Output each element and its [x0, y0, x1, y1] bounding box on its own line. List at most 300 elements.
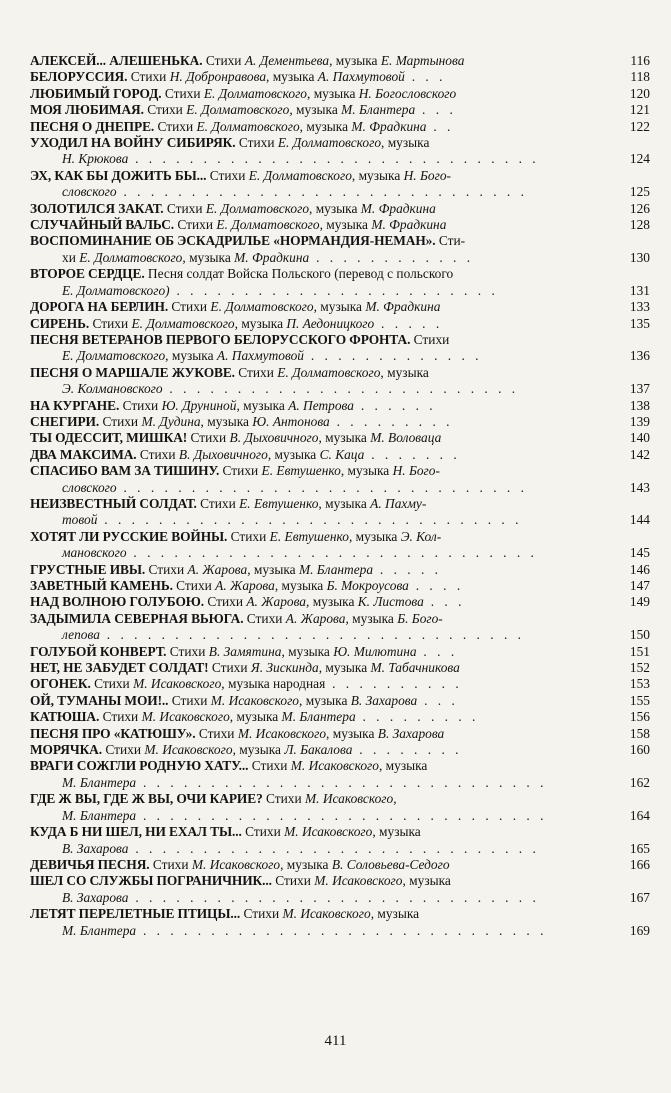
- composer-name: А. Петрова: [288, 397, 354, 413]
- credit-text: Стихи: [235, 135, 278, 151]
- toc-entry: [30, 447, 650, 463]
- song-title: ТЫ ОДЕССИТ, МИШКА!: [30, 430, 188, 446]
- toc-entry: [30, 644, 650, 660]
- toc-entry-continuation: [30, 151, 602, 167]
- song-title: ПЕСНЯ О МАРШАЛЕ ЖУКОВЕ.: [30, 364, 235, 380]
- credit-text: , музыка: [370, 906, 420, 922]
- toc-entry-text: [30, 447, 602, 463]
- credit-text: , музыка: [318, 495, 371, 511]
- dot-leader: . . . . . . . . .: [355, 709, 479, 725]
- credit-name: М. Блантера: [62, 807, 137, 823]
- composer-name: М. Фрадкина: [371, 217, 447, 233]
- page-ref: 128: [629, 217, 650, 233]
- dot-leader: . . . . . .: [353, 397, 437, 413]
- toc-entry-text: [30, 857, 602, 873]
- song-title: ОГОНЕК.: [30, 676, 91, 692]
- credit-text: , музыка: [381, 135, 430, 151]
- song-title: ГРУСТНЫЕ ИВЫ.: [30, 561, 146, 577]
- credit-name: товой: [62, 512, 98, 528]
- dot-leader: . . . .: [408, 578, 464, 593]
- toc-entry-text: [30, 644, 602, 660]
- credit-name: В. Захарова: [62, 840, 129, 856]
- toc-entry-text: [30, 69, 602, 85]
- dot-leader: . . . . . . . . . . . . . . . . . . . . . . . . . . . . . .: [116, 479, 528, 495]
- toc-entry: [30, 430, 650, 446]
- lyricist-name: Я. Зискинда: [250, 660, 319, 676]
- toc-entry: [30, 233, 650, 266]
- credit-text: Стихи: [204, 594, 247, 610]
- credit-text: , музыка: [307, 85, 359, 101]
- credit-name: М. Блантера: [62, 774, 137, 790]
- page-ref: 138: [629, 397, 650, 413]
- toc-entry: [30, 693, 650, 709]
- credit-name: Н. Крюкова: [62, 151, 129, 167]
- toc-entry: [30, 414, 650, 430]
- composer-name: М. Фрадкина: [360, 200, 436, 216]
- song-title: ЗАВЕТНЫЙ КАМЕНЬ.: [30, 578, 173, 593]
- toc-entry-text: [30, 906, 602, 939]
- song-title: КУДА Б НИ ШЕЛ, НИ ЕХАЛ ТЫ...: [30, 824, 242, 840]
- lyricist-name: М. Исаковского: [237, 725, 327, 741]
- credit-text: , музыка: [299, 118, 352, 134]
- credit-text: Стихи: [241, 824, 285, 840]
- credit-text: Стихи: [234, 364, 278, 380]
- table-of-contents: [30, 53, 650, 939]
- credit-text: хи: [62, 249, 80, 265]
- lyricist-name: Е. Долматовского: [210, 299, 314, 315]
- toc-entry-text: [30, 53, 602, 69]
- credit-text: Стихи: [243, 610, 286, 626]
- toc-entry: [30, 578, 650, 594]
- dot-leader: . . . . . . . . . . . . . . . . . . . . . . . . . . . . . .: [128, 889, 540, 905]
- composer-name: Н. Бого-: [403, 167, 451, 183]
- credit-text: Стихи: [248, 758, 291, 774]
- song-title: СНЕГИРИ.: [30, 413, 100, 429]
- toc-entry: [30, 135, 650, 168]
- credit-text: , музыка: [345, 610, 398, 626]
- composer-name: Н. Бого-: [392, 463, 440, 479]
- toc-entry: [30, 873, 650, 906]
- page-ref: 126: [629, 200, 650, 216]
- page-ref: 146: [629, 561, 650, 577]
- credit-text: Стихи: [163, 200, 206, 216]
- song-title: СИРЕНЬ.: [30, 315, 90, 331]
- toc-entry: [30, 676, 650, 692]
- composer-name: Ю. Милютина: [333, 643, 417, 659]
- song-title: ВРАГИ СОЖГЛИ РОДНУЮ ХАТУ...: [30, 758, 249, 774]
- composer-name: Ю. Антонова: [252, 413, 330, 429]
- song-title: СЛУЧАЙНЫЙ ВАЛЬС.: [30, 217, 175, 233]
- dot-leader: . . . . . . . . . . . . . . . . . . . . . . . . . . . . . .: [136, 774, 547, 790]
- toc-entry-text: [30, 102, 602, 118]
- page-ref: 165: [629, 840, 650, 856]
- credit-text: Стихи: [102, 742, 145, 758]
- lyricist-name: Ю. Друниной: [161, 397, 237, 413]
- page-ref: 140: [629, 430, 650, 446]
- dot-leader: . . . . . . . . . .: [325, 676, 463, 692]
- song-title: АЛЕКСЕЙ... АЛЕШЕНЬКА.: [30, 53, 203, 68]
- credit-text: Стихи: [187, 430, 230, 446]
- page-ref: 130: [629, 249, 650, 265]
- song-title: ВТОРОЕ СЕРДЦЕ.: [30, 266, 145, 282]
- toc-entry: [30, 168, 650, 201]
- credit-text: , музыка: [329, 53, 381, 68]
- composer-name: М. Воловаца: [370, 430, 442, 446]
- lyricist-name: Е. Евтушенко: [269, 528, 349, 544]
- page-ref: 152: [629, 660, 650, 676]
- credit-text: , музыка: [289, 102, 342, 118]
- toc-entry-text: [30, 709, 602, 725]
- song-title: НЕИЗВЕСТНЫЙ СОЛДАТ.: [30, 495, 197, 511]
- toc-entry-continuation: [30, 545, 602, 561]
- credit-text: , музыка: [372, 824, 421, 840]
- composer-name: С. Каца: [319, 446, 365, 462]
- page-ref: 137: [629, 381, 650, 397]
- page-ref: 142: [629, 446, 650, 462]
- page-ref: 121: [629, 102, 650, 118]
- credit-text: , музыка: [402, 873, 451, 889]
- page-ref: 147: [629, 578, 650, 593]
- song-title: ДОРОГА НА БЕРЛИН.: [30, 299, 169, 315]
- song-title: ХОТЯТ ЛИ РУССКИЕ ВОЙНЫ.: [30, 528, 228, 544]
- toc-entry-text: [30, 398, 602, 414]
- lyricist-name: М. Исаковского: [210, 692, 299, 708]
- composer-name: Е. Мартынова: [380, 53, 465, 68]
- song-title: ДЕВИЧЬЯ ПЕСНЯ.: [30, 856, 150, 872]
- dot-leader: . . . . . . . . . . . . . . . . . . . . . . . . . .: [162, 381, 519, 397]
- page-ref: 158: [629, 725, 650, 741]
- credit-name: лепова: [62, 627, 100, 643]
- credit-name: Э. Колмановского: [62, 381, 163, 397]
- credit-text: , музыка: [318, 660, 371, 676]
- toc-entry-text: [30, 430, 602, 446]
- toc-entry-continuation: [30, 512, 602, 528]
- toc-entry: [30, 266, 650, 299]
- toc-entry-text: [30, 233, 602, 266]
- credit-text: Стихи: [219, 463, 262, 479]
- page-ref: 155: [629, 692, 650, 708]
- page-ref: 118: [630, 69, 650, 85]
- dot-leader: . . .: [404, 69, 446, 85]
- toc-entry-text: [30, 578, 602, 594]
- dot-leader: . . . . . . . . .: [329, 413, 454, 429]
- lyricist-name: А. Жарова: [215, 578, 275, 593]
- credit-text: Стихи: [174, 217, 217, 233]
- credit-text: , музыка: [229, 709, 282, 725]
- toc-entry-continuation: [30, 250, 602, 266]
- toc-entry-text: [30, 135, 602, 168]
- toc-entry-text: [30, 299, 602, 315]
- page-ref: 144: [629, 512, 650, 528]
- song-title: ШЕЛ СО СЛУЖБЫ ПОГРАНИЧНИК...: [30, 873, 272, 889]
- composer-name: М. Табачникова: [370, 660, 460, 676]
- composer-name: Н. Богословского: [358, 85, 457, 101]
- dot-leader: . . . . . . . . . . . . . . . . . . . . . . . . . . . . . .: [126, 545, 538, 561]
- song-title: ЗАДЫМИЛА СЕВЕРНАЯ ВЬЮГА.: [30, 610, 244, 626]
- dot-leader: . . .: [415, 102, 457, 118]
- toc-entry-text: [30, 266, 602, 299]
- song-title: МОЯ ЛЮБИМАЯ.: [30, 102, 144, 118]
- page-ref: 135: [629, 315, 650, 331]
- lyricist-name: М. Дудина: [141, 413, 201, 429]
- toc-entry-text: [30, 594, 602, 610]
- credit-text: , музыка: [247, 561, 299, 577]
- page-ref: 122: [629, 118, 650, 134]
- composer-name: К. Листова: [357, 594, 424, 610]
- page-ref: 169: [629, 922, 650, 938]
- composer-name: В. Захарова: [377, 725, 445, 741]
- toc-entry-continuation: [30, 841, 602, 857]
- toc-entry-continuation: [30, 184, 602, 200]
- dot-leader: . . . . . . . . . . . . . . . . . . . . . . . . . . . . . . .: [97, 512, 522, 528]
- credit-text: Стихи: [99, 709, 142, 725]
- credit-name: В. Захарова: [62, 889, 129, 905]
- composer-name: А. Пахмутовой: [216, 348, 304, 364]
- song-title: ЭХ, КАК БЫ ДОЖИТЬ БЫ...: [30, 167, 207, 183]
- composer-name: В. Захарова: [350, 692, 418, 708]
- toc-entry: [30, 742, 650, 758]
- credit-text: Стихи: [119, 397, 162, 413]
- page-ref: 150: [629, 627, 650, 643]
- song-title: ГОЛУБОЙ КОНВЕРТ.: [30, 643, 167, 659]
- toc-entry-text: [30, 365, 602, 398]
- song-title: ПЕСНЯ ПРО «КАТЮШУ».: [30, 725, 196, 741]
- page-ref: 156: [629, 709, 650, 725]
- page-ref: 116: [630, 53, 650, 68]
- lyricist-name: Е. Долматовского: [131, 315, 235, 331]
- credit-name: мановского: [62, 545, 127, 561]
- credit-name: Е. Долматовского): [62, 282, 170, 298]
- toc-entry: [30, 119, 650, 135]
- credit-text: Стихи: [143, 102, 187, 118]
- lyricist-name: М. Исаковского: [305, 791, 394, 807]
- composer-name: В. Соловьева-Седого: [331, 856, 450, 872]
- credit-text: , музыка: [232, 742, 285, 758]
- song-title: УХОДИЛ НА ВОЙНУ СИБИРЯК.: [30, 135, 236, 151]
- toc-entry-text: [30, 562, 602, 578]
- toc-entry-continuation: [30, 775, 602, 791]
- lyricist-name: А. Дементьева: [244, 53, 330, 68]
- song-title: ВОСПОМИНАНИЕ ОБ ЭСКАДРИЛЬЕ «НОРМАНДИЯ-НЕМАН».: [30, 233, 436, 249]
- toc-entry: [30, 496, 650, 529]
- credit-text: , музыка: [309, 200, 361, 216]
- dot-leader: . . . . . . . . . . . . . . . . . . . . . . . . . . . . . . .: [99, 627, 525, 643]
- lyricist-name: Е. Долматовского: [205, 200, 310, 216]
- page-ref: 133: [629, 299, 650, 315]
- lyricist-name: М. Исаковского: [133, 676, 222, 692]
- credit-text: Стихи: [90, 676, 134, 692]
- composer-name: Б. Бого-: [397, 610, 443, 626]
- toc-entry-text: [30, 676, 602, 692]
- toc-entry: [30, 709, 650, 725]
- toc-entry-text: [30, 496, 602, 529]
- toc-entry-text: [30, 660, 602, 676]
- toc-entry-continuation: [30, 923, 602, 939]
- lyricist-name: М. Исаковского: [282, 906, 371, 922]
- toc-entry-text: [30, 414, 602, 430]
- dot-leader: . . . . . . . . . . . . . . . . . . . . . . . .: [169, 282, 499, 298]
- credit-text: , музыка: [165, 348, 217, 364]
- toc-entry: [30, 726, 650, 742]
- credit-text: Стихи: [206, 167, 249, 183]
- credit-text: , музыка: [266, 69, 318, 85]
- lyricist-name: М. Исаковского: [191, 856, 281, 872]
- lyricist-name: Е. Долматовского: [248, 167, 352, 183]
- toc-entry: [30, 791, 650, 824]
- toc-entry: [30, 217, 650, 233]
- credit-name: словского: [62, 184, 117, 200]
- page-ref: 167: [629, 889, 650, 905]
- credit-text: , музыка: [236, 397, 289, 413]
- lyricist-name: М. Исаковского: [144, 742, 233, 758]
- song-title: ЛЕТЯТ ПЕРЕЛЕТНЫЕ ПТИЦЫ...: [30, 906, 241, 922]
- page-ref: 162: [629, 774, 650, 790]
- page-ref: 145: [629, 545, 650, 561]
- credit-text: , музыка: [340, 463, 393, 479]
- lyricist-name: Н. Добронравова: [169, 69, 267, 85]
- credit-text: , музыка: [318, 430, 371, 446]
- composer-name: Э. Кол-: [400, 528, 442, 544]
- toc-entry-text: [30, 726, 602, 742]
- toc-entry-continuation: [30, 627, 602, 643]
- credit-text: Стихи: [127, 69, 170, 85]
- song-title: ОЙ, ТУМАНЫ МОИ!..: [30, 692, 169, 708]
- page-ref: 166: [629, 856, 650, 872]
- lyricist-name: М. Исаковского: [314, 873, 403, 889]
- page-ref: 143: [629, 479, 650, 495]
- dot-leader: . . . . . . . . . . . . . . . . . . . . . . . . . . . . . .: [128, 151, 540, 167]
- toc-entry: [30, 611, 650, 644]
- page-ref: 149: [629, 594, 650, 610]
- credit-text: , музыка народная: [221, 676, 326, 692]
- toc-entry-text: [30, 119, 602, 135]
- credit-text: , музыка: [380, 364, 429, 380]
- lyricist-name: Е. Евтушенко: [261, 463, 341, 479]
- credit-text: Стихи: [227, 528, 270, 544]
- lyricist-name: М. Исаковского: [284, 824, 373, 840]
- lyricist-name: А. Жарова: [246, 594, 307, 610]
- credit-text: Сти-: [435, 233, 466, 249]
- lyricist-name: В. Дыховичного: [178, 446, 268, 462]
- credit-text: , музыка: [234, 315, 287, 331]
- credit-name: словского: [62, 479, 117, 495]
- credit-text: , музыка: [267, 446, 320, 462]
- dot-leader: . . . . . . . . . . . . .: [303, 348, 483, 364]
- credit-text: Стихи: [172, 578, 216, 593]
- song-title: НАД ВОЛНОЮ ГОЛУБОЮ.: [30, 594, 205, 610]
- composer-name: Л. Бакалова: [284, 742, 353, 758]
- composer-name: М. Блантера: [341, 102, 416, 118]
- toc-entry: [30, 316, 650, 332]
- credit-name: Е. Долматовского: [62, 348, 166, 364]
- credit-text: Стихи: [240, 906, 283, 922]
- dot-leader: . . . . . . .: [364, 446, 461, 462]
- toc-entry: [30, 86, 650, 102]
- lyricist-name: А. Жарова: [285, 610, 346, 626]
- toc-entry: [30, 463, 650, 496]
- toc-entry: [30, 529, 650, 562]
- song-title: КАТЮША.: [30, 709, 100, 725]
- toc-entry: [30, 332, 650, 365]
- credit-text: Стихи: [99, 413, 142, 429]
- credit-text: Стихи: [145, 561, 188, 577]
- credit-text: Стихи: [262, 791, 306, 807]
- toc-entry: [30, 299, 650, 315]
- toc-entry: [30, 201, 650, 217]
- credit-text: Стихи: [196, 495, 240, 511]
- toc-entry-text: [30, 332, 602, 365]
- toc-entry-text: [30, 463, 602, 496]
- credit-text: , музыка: [351, 167, 404, 183]
- composer-name: А. Пахмутовой: [317, 69, 405, 85]
- toc-entry-text: [30, 201, 602, 217]
- credit-text: , музыка: [313, 299, 366, 315]
- page-number: 411: [324, 1033, 347, 1049]
- credit-text: Стихи: [136, 446, 179, 462]
- song-title: НА КУРГАНЕ.: [30, 397, 120, 413]
- credit-text: , музыка: [378, 758, 428, 774]
- credit-text: Стихи: [161, 85, 204, 101]
- toc-entry-continuation: [30, 808, 602, 824]
- credit-text: , музыка: [281, 643, 334, 659]
- toc-entry-text: [30, 791, 602, 824]
- lyricist-name: А. Жарова: [187, 561, 248, 577]
- credit-text: Стихи: [168, 692, 211, 708]
- lyricist-name: Е. Евтушенко: [239, 495, 319, 511]
- credit-text: , музыка: [274, 578, 327, 593]
- toc-entry-text: [30, 758, 602, 791]
- lyricist-name: Е. Долматовского: [277, 135, 382, 151]
- lyricist-name: М. Исаковского: [141, 709, 230, 725]
- song-title: ЗОЛОТИЛСЯ ЗАКАТ.: [30, 200, 164, 216]
- toc-entry: [30, 102, 650, 118]
- toc-entry-continuation: [30, 348, 602, 364]
- page-ref: 125: [629, 184, 650, 200]
- toc-entry: [30, 857, 650, 873]
- song-title: МОРЯЧКА.: [30, 742, 102, 758]
- credit-text: Песня солдат Войска Польского (перевод с польского: [144, 266, 454, 282]
- credit-text: , музыка: [348, 528, 401, 544]
- composer-name: М. Фрадкина: [351, 118, 427, 134]
- dot-leader: . . .: [417, 692, 459, 708]
- toc-entry: [30, 594, 650, 610]
- dot-leader: . . . . . . . . . . . . . . . . . . . . . . . . . . . . . .: [116, 184, 528, 200]
- song-title: БЕЛОРУССИЯ.: [30, 69, 128, 85]
- credit-text: Стихи: [168, 299, 211, 315]
- credit-text: Стихи: [202, 53, 245, 68]
- toc-entry-text: [30, 168, 602, 201]
- credit-text: Стихи: [166, 643, 209, 659]
- page-ref: 120: [629, 85, 650, 101]
- credit-text: , музыка: [299, 692, 351, 708]
- page-ref: 164: [629, 807, 650, 823]
- toc-entry-text: [30, 316, 602, 332]
- credit-text: Стихи: [89, 315, 132, 331]
- lyricist-name: М. Исаковского: [290, 758, 379, 774]
- song-title: ГДЕ Ж ВЫ, ГДЕ Ж ВЫ, ОЧИ КАРИЕ?: [30, 791, 263, 807]
- credit-text: , музыка: [326, 725, 378, 741]
- toc-entry-text: [30, 86, 602, 102]
- page-ref: 139: [629, 413, 650, 429]
- toc-entry: [30, 906, 650, 939]
- lyricist-name: Е. Долматовского: [203, 85, 307, 101]
- toc-entry-continuation: [30, 890, 602, 906]
- credit-text: Стихи: [154, 118, 197, 134]
- composer-name: М. Фрадкина: [365, 299, 441, 315]
- composer-name: М. Блантера: [281, 709, 356, 725]
- song-title: ПЕСНЯ ВЕТЕРАНОВ ПЕРВОГО БЕЛОРУССКОГО ФРОНТА.: [30, 331, 411, 347]
- song-title: ЛЮБИМЫЙ ГОРОД.: [30, 85, 162, 101]
